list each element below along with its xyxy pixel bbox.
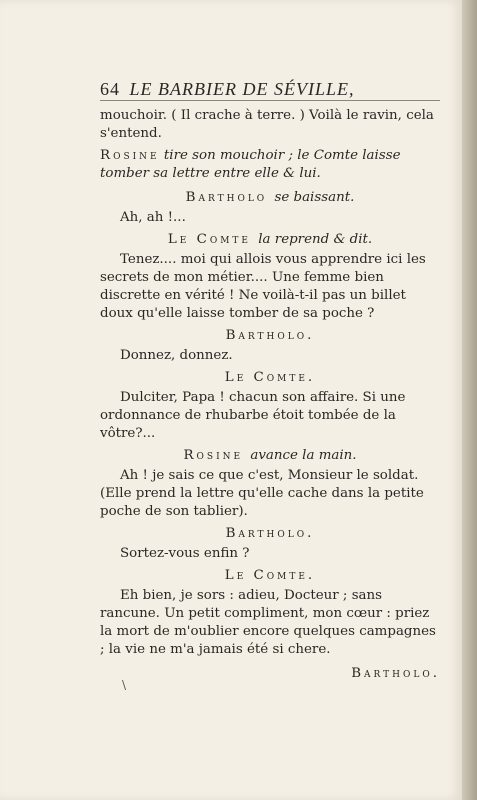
speech-line: Sortez-vous enfin ? — [120, 546, 250, 561]
speech-line: Dulciter, Papa ! chacun son affaire. Si une ordonnance de rhubarbe étoit tombée de la vôtre?... — [100, 390, 406, 441]
page-number: 64 — [100, 79, 120, 99]
ink-mark: \ — [122, 678, 127, 692]
speaker-direction: se baissant. — [274, 190, 355, 205]
speaker-name: Bartholo — [185, 190, 268, 205]
speaker-heading — [100, 189, 440, 207]
speaker-heading: Bartholo. — [225, 328, 315, 343]
running-header — [100, 80, 440, 101]
speaker-name: Rosine — [183, 448, 244, 463]
speech-line: mouchoir. ( Il crache à terre. ) Voilà le ravin, cela s'entend. — [100, 108, 434, 141]
stage-direction-text: tire son mouchoir ; le Comte laisse tomber sa lettre entre elle & lui. — [100, 148, 401, 181]
speech-line: Ah, ah !... — [120, 210, 186, 225]
book-gutter — [462, 0, 477, 800]
speech-line: Donnez, donnez. — [120, 348, 233, 363]
speaker-heading — [100, 447, 440, 465]
speaker-heading: Le Comte. — [224, 370, 316, 385]
speaker-direction: la reprend & dit. — [258, 232, 373, 247]
speech-line: Eh bien, je sors : adieu, Docteur ; sans rancune. Un petit compliment, mon cœur : priez la mort de m'oublier encore quelques campagnes ; la vie ne m'a jamais été si chere. — [100, 588, 436, 657]
speaker-heading: Bartholo. — [225, 526, 315, 541]
speaker-name: Rosine — [100, 148, 160, 163]
page-text — [100, 80, 440, 683]
speaker-heading — [100, 231, 440, 249]
stage-direction — [100, 147, 440, 183]
running-title: LE BARBIER DE SÉVILLE, — [129, 79, 355, 99]
speech-line: Ah ! je sais ce que c'est, Monsieur le soldat. (Elle prend la lettre qu'elle cache dans la petite poche de son tablier). — [100, 468, 424, 519]
catchword: Bartholo. — [351, 666, 440, 681]
speaker-direction: avance la main. — [250, 448, 357, 463]
speaker-name: Le Comte — [167, 232, 251, 247]
speaker-heading: Le Comte. — [224, 568, 316, 583]
speech-line: Tenez.... moi qui allois vous apprendre ici les secrets de mon métier.... Une femme bien discrette en vérité ! Ne voilà-t-il pas un billet doux qu'elle laisse tomber de sa poche ? — [100, 252, 426, 321]
